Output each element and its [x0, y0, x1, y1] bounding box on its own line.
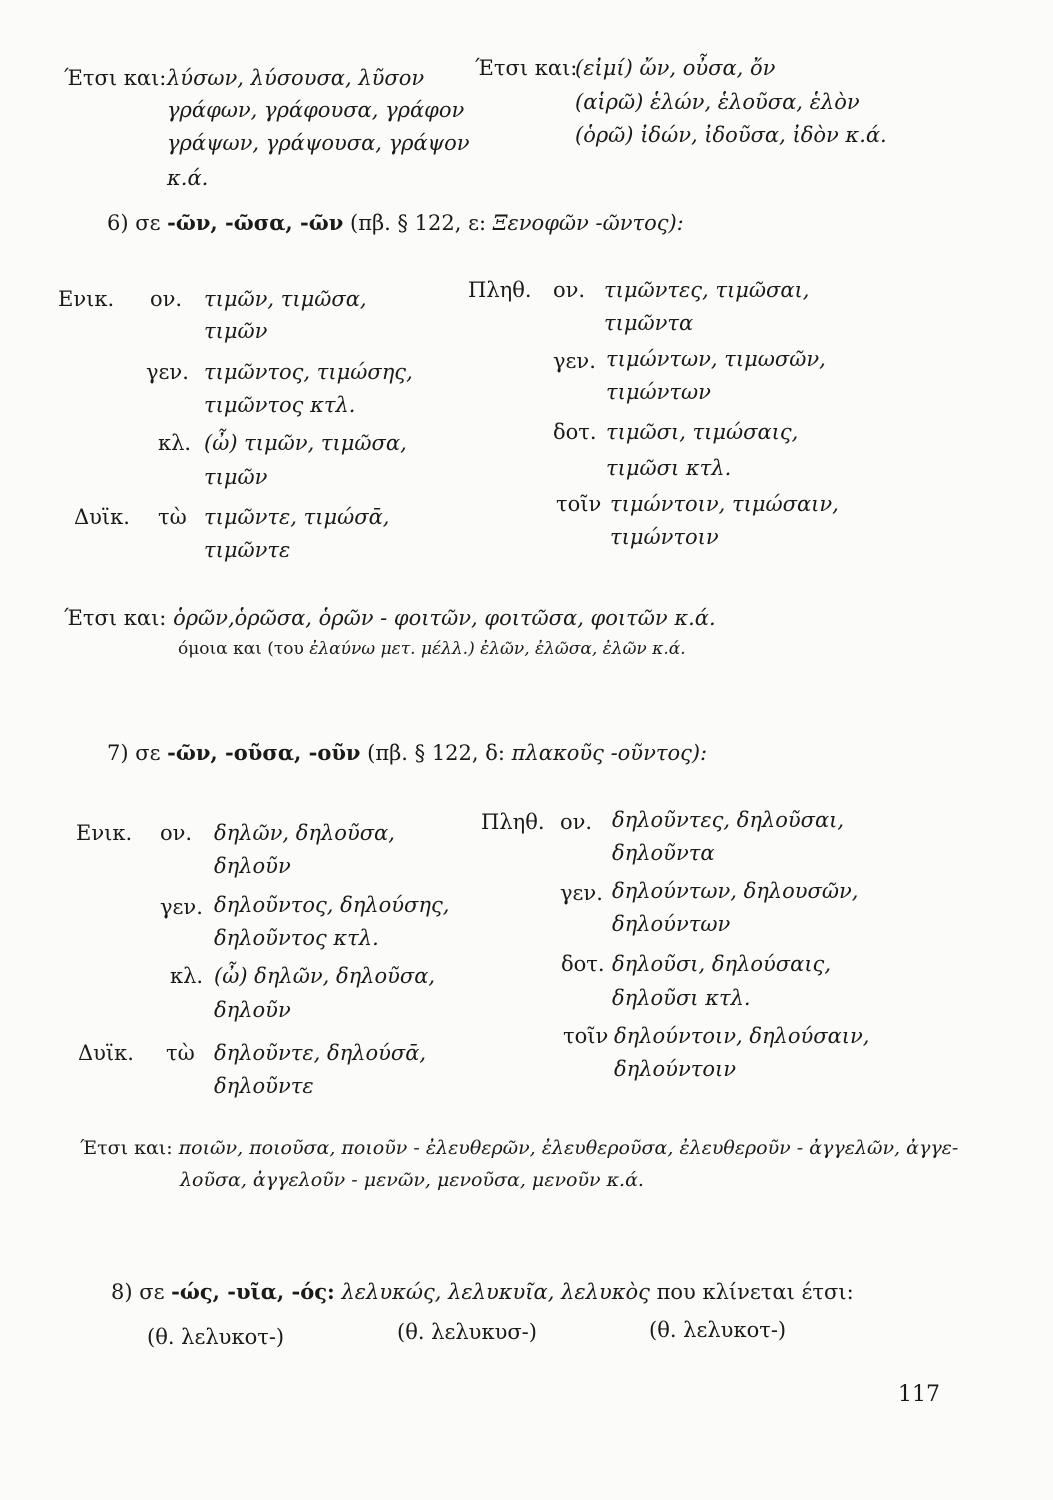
section-7-example: πλακοῦς -οῦντος): [511, 741, 708, 765]
section-8-heading [111, 1279, 854, 1304]
section-8-stem-3: (θ. λελυκοτ-) [649, 1318, 787, 1342]
s6-du-v1: τιμῶντε, τιμώσᾱ, [204, 505, 390, 529]
top-right-line-3-pre: (ὁρῶ) [575, 123, 634, 147]
s6-pl-gen: γεν. [553, 349, 596, 373]
top-left-line-4: κ.ά. [167, 166, 209, 190]
top-right-line-1-forms: ὤν, οὖσα, ὄν [639, 56, 776, 80]
section-6-ref: (πβ. § 122, ε: [350, 211, 487, 235]
s7-sg-on-v1: δηλῶν, δηλοῦσα, [214, 821, 395, 845]
section-6-example: Ξενοφῶν -ῶντος): [492, 211, 684, 235]
section-8-example: λελυκώς, λελυκυῖα, λελυκὸς [341, 1280, 650, 1304]
top-right-line-2-forms: ἑλών, ἑλοῦσα, ἑλὸν [649, 90, 860, 114]
s6-pl-du-article: τοῖν [556, 492, 602, 516]
section-8-stem-1: (θ. λελυκοτ-) [147, 1325, 285, 1349]
s6-sg-label: Ενικ. [58, 287, 115, 311]
s7-pl-on-v2: δηλοῦντα [612, 841, 715, 865]
s6-sg-kl-v2: τιμῶν [204, 465, 268, 489]
s6-pl-on-v1: τιμῶντες, τιμῶσαι, [604, 278, 810, 302]
s6-also-2c: ἐλῶν, ἐλῶσα, ἐλῶν κ.ά. [480, 639, 686, 659]
s7-du-v2: δηλοῦντε [214, 1074, 314, 1098]
s6-du-v2: τιμῶντε [204, 538, 291, 562]
s6-also-line-1 [64, 606, 716, 630]
s6-pl-dot-v1: τιμῶσι, τιμώσαις, [606, 420, 799, 444]
s6-sg-kl-v1: (ὦ) τιμῶν, τιμῶσα, [204, 431, 407, 455]
s7-sg-kl-v1: (ὦ) δηλῶν, δηλοῦσα, [214, 964, 436, 988]
s6-also-forms: ὁρῶν,ὁρῶσα, ὁρῶν - φοιτῶν, φοιτῶσα, φοιτῶν κ.ά. [173, 606, 716, 630]
s6-also-2a: όμοια και (του [178, 639, 304, 659]
s6-sg-gen-v1: τιμῶντος, τιμώσης, [204, 360, 413, 384]
s6-pl-du-v1: τιμώντοιν, τιμώσαιν, [610, 492, 839, 516]
section-8-endings: -ώς, -υῖα, -ός: [171, 1279, 335, 1304]
s6-also-2b: ἐλαύνω μετ. μέλλ.) [309, 639, 475, 659]
top-left-line-3: γράψων, γράψουσα, γράψον [167, 131, 470, 155]
s7-pl-du-v1: δηλούντοιν, δηλούσαιν, [614, 1024, 870, 1048]
s7-pl-on: ον. [560, 810, 593, 834]
section-6-endings: -ῶν, -ῶσα, -ῶν [167, 210, 344, 235]
s7-sg-on-v2: δηλοῦν [214, 854, 291, 878]
s7-also-lead: Έτσι και: [80, 1137, 173, 1159]
s7-pl-gen-v1: δηλούντων, δηλουσῶν, [612, 879, 859, 903]
top-right-line-1-pre: (εἰμί) [575, 56, 633, 80]
s7-pl-gen: γεν. [560, 881, 603, 905]
s6-sg-on-v2: τιμῶν [204, 319, 268, 343]
top-right-line-3-forms: ἰδών, ἰδοῦσα, ἰδὸν κ.ά. [640, 123, 887, 147]
s7-pl-label: Πληθ. [481, 810, 545, 834]
section-6-number: 6) σε [107, 211, 161, 235]
section-8-number: 8) σε [111, 1280, 165, 1304]
s6-pl-gen-v1: τιμώντων, τιμωσῶν, [606, 347, 826, 371]
top-left-line-2: γράφων, γράφουσα, γράφον [167, 98, 465, 122]
top-left-line-1: λύσων, λύσουσα, λῦσον [167, 66, 425, 90]
s7-pl-du-article: τοῖν [563, 1024, 609, 1048]
s6-sg-on: ον. [150, 287, 183, 311]
s6-pl-on: ον. [553, 278, 586, 302]
s7-du-v1: δηλοῦντε, δηλούσᾱ, [214, 1041, 427, 1065]
s7-also-forms-1: ποιῶν, ποιοῦσα, ποιοῦν - ἐλευθερῶν, ἐλευθεροῦσα, ἐλευθεροῦν - ἀγγελῶν, ἀγγε- [178, 1137, 959, 1159]
s7-sg-kl: κλ. [170, 964, 204, 988]
s6-sg-gen-v2: τιμῶντος κτλ. [204, 393, 356, 417]
s7-sg-kl-v2: δηλοῦν [214, 998, 291, 1022]
s7-pl-dot: δοτ. [561, 952, 605, 976]
page-number: 117 [898, 1382, 940, 1407]
section-6-heading [107, 210, 684, 235]
section-8-stem-2: (θ. λελυκυσ-) [397, 1320, 537, 1344]
s7-pl-on-v1: δηλοῦντες, δηλοῦσαι, [612, 808, 845, 832]
s7-sg-on: ον. [160, 821, 193, 845]
s6-pl-label: Πληθ. [468, 278, 532, 302]
section-7-endings: -ῶν, -οῦσα, -οῦν [167, 740, 361, 765]
section-7-number: 7) σε [107, 741, 161, 765]
top-right-line-3 [575, 123, 887, 147]
s6-also-line-2 [178, 639, 686, 659]
s6-sg-on-v1: τιμῶν, τιμῶσα, [204, 287, 367, 311]
s7-also-line-1 [80, 1137, 958, 1159]
s7-sg-label: Ενικ. [76, 821, 133, 845]
s6-du-article: τὼ [158, 505, 187, 529]
s6-pl-dot: δοτ. [553, 420, 597, 444]
s7-sg-gen-v2: δηλοῦντος κτλ. [214, 926, 379, 950]
s7-pl-dot-v2: δηλοῦσι κτλ. [612, 986, 751, 1010]
section-7-heading [107, 740, 707, 765]
s7-sg-gen: γεν. [160, 895, 203, 919]
top-right-lead: Έτσι και: [475, 56, 578, 80]
s7-du-label: Δυϊκ. [78, 1041, 134, 1065]
section-7-ref: (πβ. § 122, δ: [367, 741, 505, 765]
s6-pl-on-v2: τιμῶντα [604, 311, 694, 335]
s7-sg-gen-v1: δηλοῦντος, δηλούσης, [214, 893, 450, 917]
top-right-line-2 [575, 90, 860, 114]
section-8-rest: που κλίνεται έτσι: [656, 1280, 854, 1304]
s7-also-line-2: λοῦσα, ἀγγελοῦν - μενῶν, μενοῦσα, μενοῦν κ.ά. [180, 1169, 644, 1191]
s7-pl-du-v2: δηλούντοιν [614, 1057, 736, 1081]
top-right-line-2-pre: (αἱρῶ) [575, 90, 644, 114]
s6-sg-kl: κλ. [158, 431, 192, 455]
s6-pl-du-v2: τιμώντοιν [610, 525, 719, 549]
s6-pl-dot-v2: τιμῶσι κτλ. [606, 456, 732, 480]
top-left-lead: Έτσι και: [64, 66, 167, 90]
s7-du-article: τὼ [166, 1041, 195, 1065]
s7-pl-gen-v2: δηλούντων [612, 912, 731, 936]
s6-also-lead: Έτσι και: [64, 606, 167, 630]
top-right-line-1 [575, 56, 775, 80]
s6-pl-gen-v2: τιμώντων [606, 380, 711, 404]
s6-sg-gen: γεν. [146, 360, 189, 384]
s7-pl-dot-v1: δηλοῦσι, δηλούσαις, [612, 952, 831, 976]
s6-du-label: Δυϊκ. [74, 505, 130, 529]
